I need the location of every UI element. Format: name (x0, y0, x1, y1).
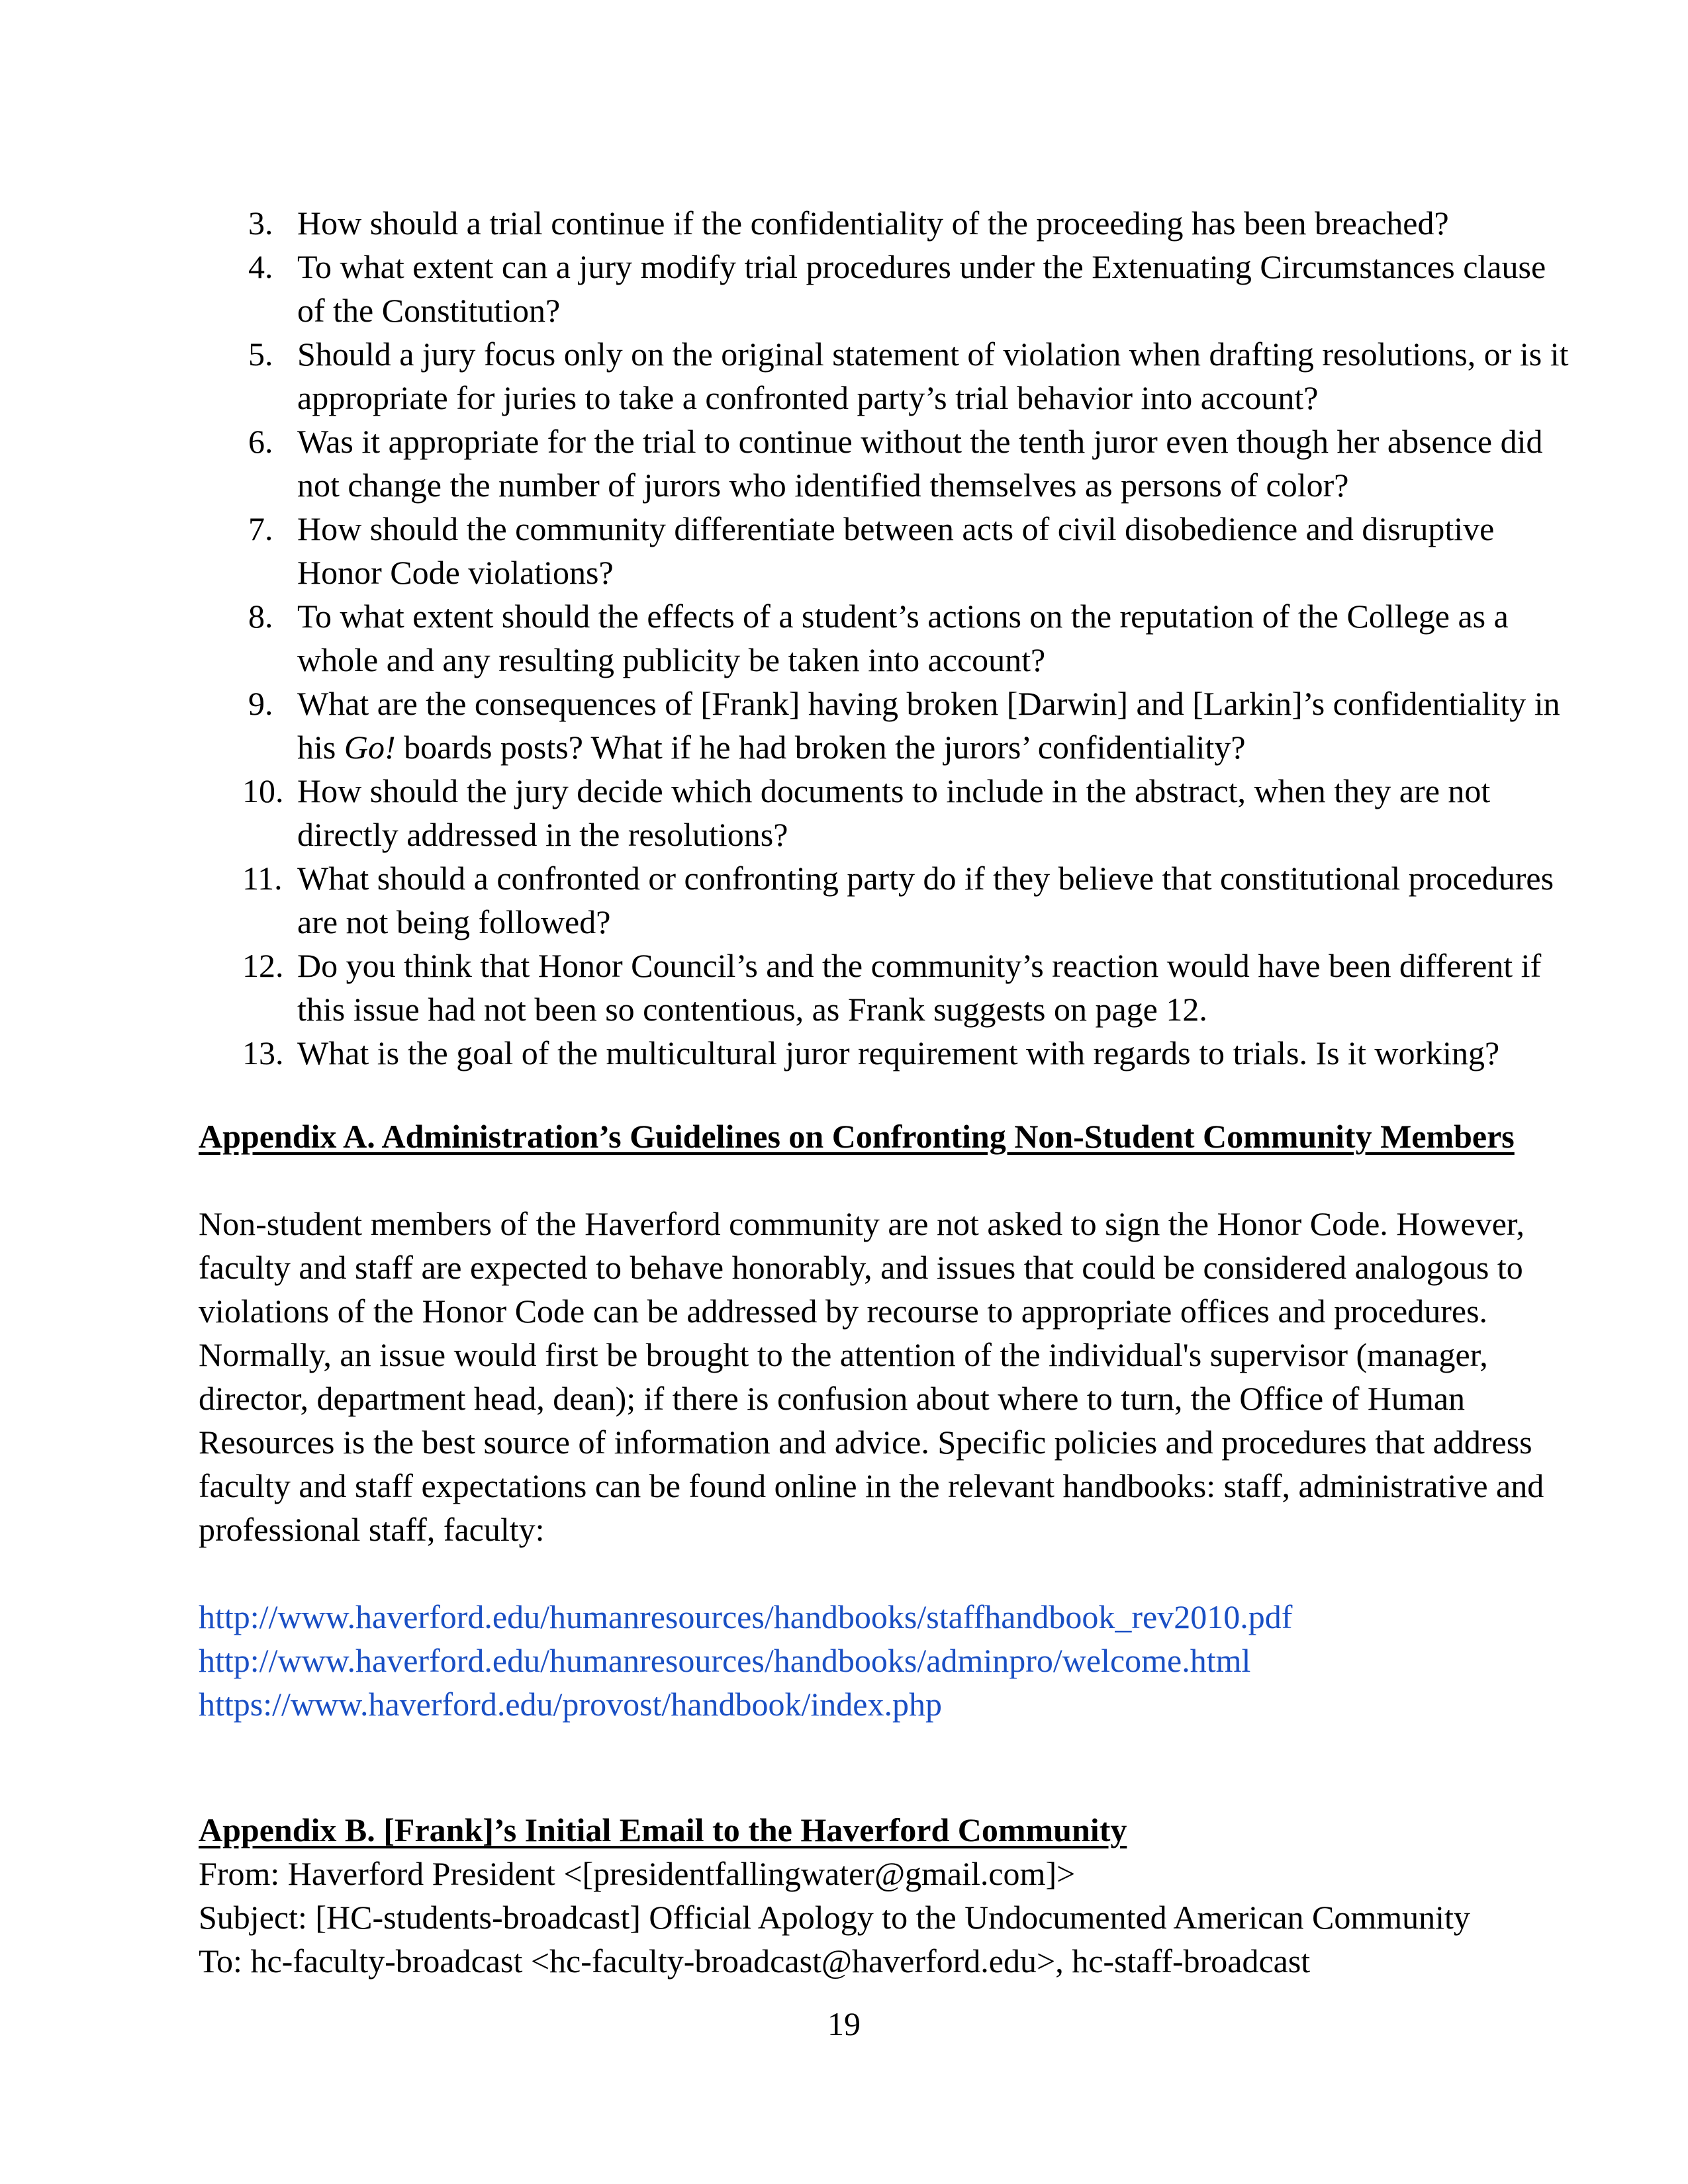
paragraph-line: Non-student members of the Haverford community are not asked to sign the Honor Code. However, (199, 1205, 1525, 1242)
paragraph-line: Resources is the best source of information and advice. Specific policies and procedures that address (199, 1424, 1532, 1461)
question-text-continued: not change the number of jurors who identified themselves as persons of color? (297, 467, 1349, 504)
question-number: 7. (248, 510, 273, 547)
appendix-a-heading: Appendix A. Administration’s Guidelines on Confronting Non-Student Community Members (199, 1118, 1515, 1155)
question-number: 6. (248, 423, 273, 460)
question-text: What should a confronted or confronting party do if they believe that constitutional procedures (297, 860, 1554, 897)
question-number: 3. (248, 205, 273, 242)
paragraph-line: Normally, an issue would first be brought to the attention of the individual's supervisor (manager, (199, 1336, 1488, 1373)
question-number: 10. (242, 772, 284, 809)
question-text-continued: directly addressed in the resolutions? (297, 816, 788, 853)
question-number: 13. (242, 1034, 284, 1071)
question-text-continued: Honor Code violations? (297, 554, 614, 591)
question-text: Should a jury focus only on the original statement of violation when drafting resolutions, or is it (297, 336, 1569, 373)
text-run: his (297, 729, 344, 766)
question-number: 11. (242, 860, 283, 897)
question-number: 5. (248, 336, 273, 373)
question-text: How should the jury decide which documents to include in the abstract, when they are not (297, 772, 1491, 809)
question-text-continued: whole and any resulting publicity be taken into account? (297, 641, 1046, 678)
question-number: 4. (248, 248, 273, 285)
question-number: 8. (248, 598, 273, 635)
staff-handbook-link[interactable]: http://www.haverford.edu/humanresources/handbooks/staffhandbook_rev2010.pdf (199, 1598, 1293, 1635)
question-text-continued: of the Constitution? (297, 292, 561, 329)
question-text-continued: are not being followed? (297, 903, 611, 940)
question-number: 12. (242, 947, 284, 984)
question-text: How should a trial continue if the confidentiality of the proceeding has been breached? (297, 205, 1449, 242)
page-number: 19 (827, 2005, 861, 2042)
question-text-continued: appropriate for juries to take a confronted party’s trial behavior into account? (297, 379, 1319, 416)
question-number: 9. (248, 685, 273, 722)
paragraph-line: faculty and staff expectations can be found online in the relevant handbooks: staff, administrative and (199, 1467, 1544, 1504)
text-run: boards posts? What if he had broken the jurors’ confidentiality? (395, 729, 1246, 766)
paragraph-line: director, department head, dean); if there is confusion about where to turn, the Office of Human (199, 1380, 1466, 1417)
question-text-continued (297, 725, 1246, 769)
question-text: What is the goal of the multicultural juror requirement with regards to trials. Is it working? (297, 1034, 1500, 1071)
paragraph-line: professional staff, faculty: (199, 1511, 545, 1548)
email-from-line: From: Haverford President <[presidentfallingwater@gmail.com]> (199, 1855, 1076, 1892)
question-text: To what extent should the effects of a student’s actions on the reputation of the College as a (297, 598, 1509, 635)
paragraph-line: violations of the Honor Code can be addressed by recourse to appropriate offices and procedures. (199, 1293, 1488, 1330)
appendix-b-heading: Appendix B. [Frank]’s Initial Email to the Haverford Community (199, 1811, 1127, 1848)
adminpro-handbook-link[interactable]: http://www.haverford.edu/humanresources/handbooks/adminpro/welcome.html (199, 1642, 1251, 1679)
question-text-continued: this issue had not been so contentious, as Frank suggests on page 12. (297, 991, 1207, 1028)
email-to-line: To: hc-faculty-broadcast <hc-faculty-broadcast@haverford.edu>, hc-staff-broadcast (199, 1942, 1311, 1979)
go-boards-title: Go! (344, 729, 396, 766)
question-text: Do you think that Honor Council’s and the community’s reaction would have been different if (297, 947, 1542, 984)
faculty-handbook-link[interactable]: https://www.haverford.edu/provost/handbook/index.php (199, 1686, 942, 1723)
email-subject-line: Subject: [HC-students-broadcast] Official Apology to the Undocumented American Community (199, 1899, 1470, 1936)
question-text: Was it appropriate for the trial to continue without the tenth juror even though her absence did (297, 423, 1543, 460)
question-text: What are the consequences of [Frank] having broken [Darwin] and [Larkin]’s confidentiality in (297, 685, 1560, 722)
question-text: How should the community differentiate between acts of civil disobedience and disruptive (297, 510, 1495, 547)
question-text: To what extent can a jury modify trial procedures under the Extenuating Circumstances clause (297, 248, 1546, 285)
paragraph-line: faculty and staff are expected to behave honorably, and issues that could be considered analogous to (199, 1249, 1523, 1286)
